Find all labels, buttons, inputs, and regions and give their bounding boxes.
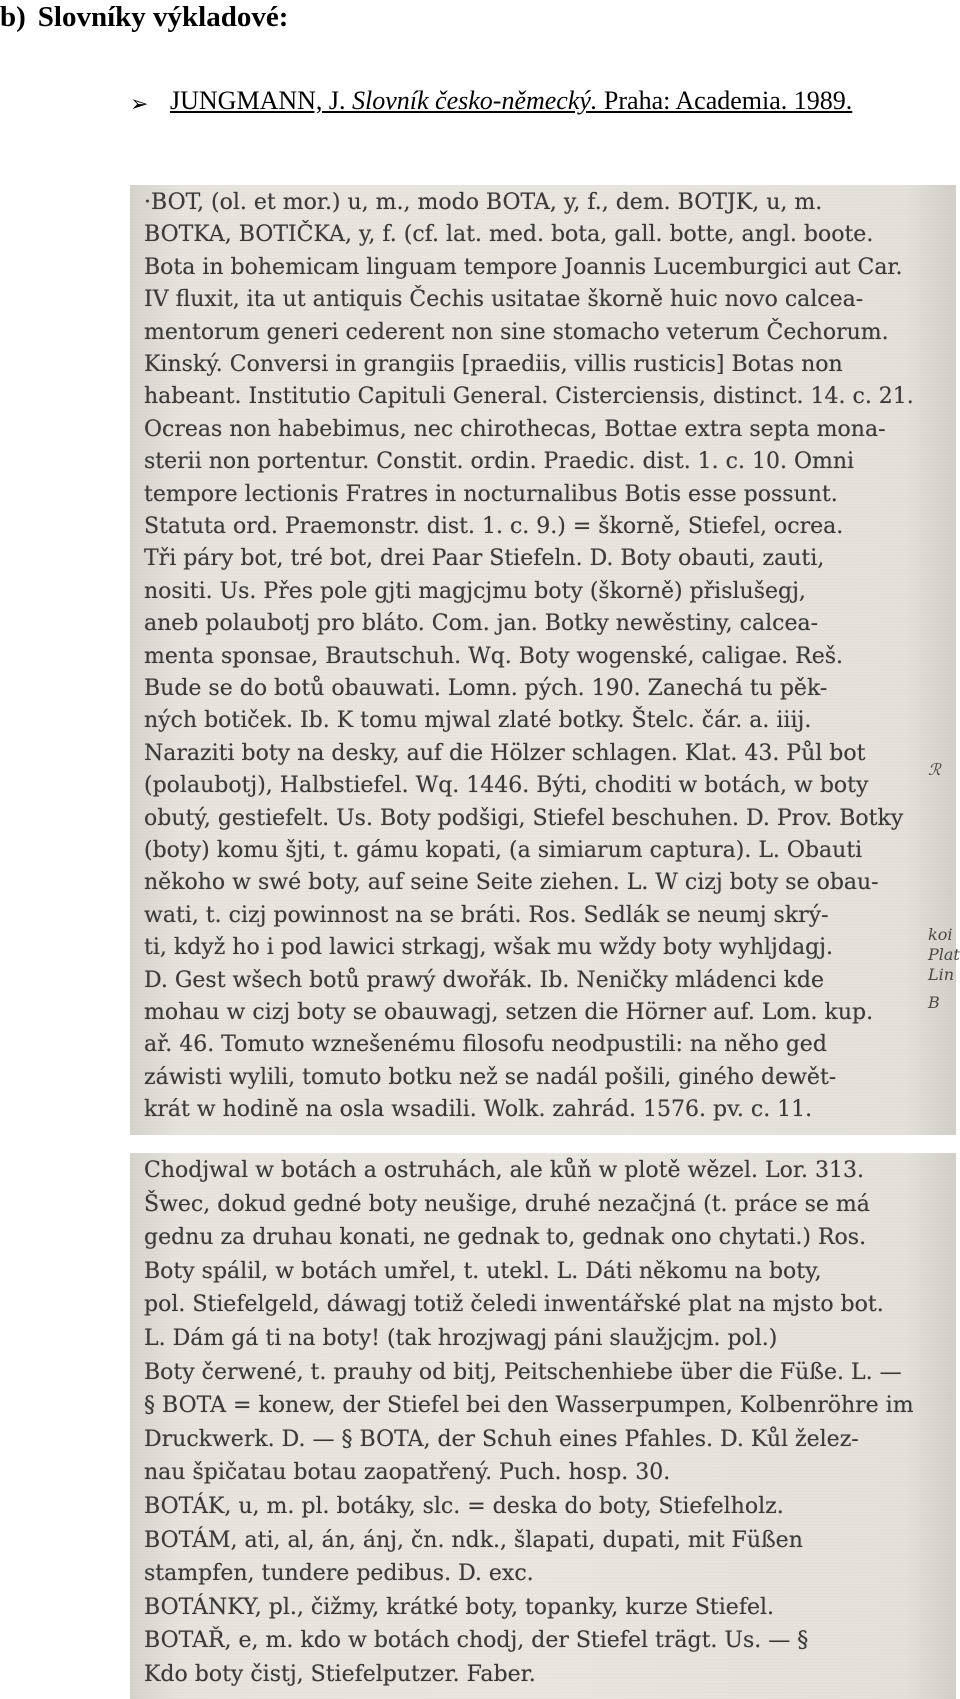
scan-text-line: tempore lectionis Fratres in nocturnalibus Botis esse possunt. — [144, 481, 838, 507]
scan-text-line: Boty čerwené, t. prauhy od bitj, Peitschenhiebe über die Füße. L. — — [144, 1359, 902, 1385]
scan-text-line: Bude se do botů obauwati. Lomn. pých. 190. Zanechá tu pěk- — [144, 676, 828, 701]
citation-work-title: Slovník česko-německý. — [352, 86, 598, 115]
scan-text-line: mohau w cizj boty se obauwagj, setzen die Hörner auf. Lom. kup. — [144, 1000, 874, 1025]
margin-fragment: Lin — [928, 965, 955, 984]
scan-text-line: ných botiček. Ib. K tomu mjwal zlaté botky. Štelc. čár. a. iiij. — [144, 708, 812, 734]
scan-text-line: (polaubotj), Halbstiefel. Wq. 1446. Býti, choditi w botách, w boty — [144, 773, 869, 799]
dictionary-scan-top — [130, 185, 960, 1135]
scan-text-line: sterii non portentur. Constit. ordin. Praedic. dist. 1. c. 10. Omni — [144, 449, 855, 475]
scan-text-line: (boty) komu šjti, t. gámu kopati, (a simiarum captura). L. Obauti — [144, 838, 863, 863]
scan-text-line: Ocreas non habebimus, nec chirothecas, Bottae extra septa mona- — [144, 416, 886, 442]
scan-text-line: Šwec, dokud gedné boty neušige, druhé nezačjná (t. práce se má — [144, 1191, 870, 1217]
scan-text-line: někoho w swé boty, auf seine Seite ziehen. L. W cizj boty se obau- — [144, 870, 879, 896]
scan-text-line: BOTKA, BOTIČKA, y, f. (cf. lat. med. bota, gall. botte, angl. boote. — [144, 222, 874, 248]
scan-text-line: Boty spálil, w botách umřel, t. utekl. L. Dáti někomu na boty, — [144, 1258, 822, 1284]
margin-fragment: B — [928, 993, 940, 1012]
scan-text-line: pol. Stiefelgeld, dáwagj totiž čeledi inwentářské plat na mjsto bot. — [144, 1292, 884, 1318]
scan-text-line: § BOTA = konew, der Stiefel bei den Wasserpumpen, Kolbenröhre im — [144, 1393, 914, 1419]
scan-text-line: aneb polaubotj pro bláto. Com. jan. Botky newěstiny, calcea- — [144, 611, 819, 637]
scan-text-line: mentorum generi cederent non sine stomacho veterum Čechorum. — [144, 319, 889, 345]
scan-text-line: BOTAŘ, e, m. kdo w botách chodj, der Stiefel trägt. Us. — § — [144, 1628, 809, 1654]
scan-text-line: nositi. Us. Přes pole gjti magjcjmu boty (škorně) přislušegj, — [144, 578, 806, 604]
scan-text-line: Kdo boty čistj, Stiefelputzer. Faber. — [144, 1662, 536, 1687]
scan-text-line: BOTÁNKY, pl., čižmy, krátké boty, topanky, kurze Stiefel. — [144, 1594, 775, 1620]
margin-fragment: koi — [928, 925, 953, 944]
scan-text-line: stampfen, tundere pedibus. D. exc. — [144, 1561, 534, 1587]
scan-text-line: menta sponsae, Brautschuh. Wq. Boty wogenské, caligae. Reš. — [144, 643, 844, 669]
section-heading — [0, 0, 288, 34]
margin-fragment: Plat — [928, 945, 960, 964]
section-title: Slovníky výkladové: — [37, 1, 289, 33]
dictionary-scan-bottom — [130, 1153, 956, 1699]
scan-text-line: Chodjwal w botách a ostruhách, ale kůň w plotě wězel. Lor. 313. — [144, 1158, 864, 1183]
scan-text-line: záwisti wylili, tomuto botku než se nadál pošili, giného dewět- — [144, 1064, 837, 1090]
section-label: b) — [0, 1, 26, 33]
scan-text-line: Tři páry bot, tré bot, drei Paar Stiefeln. D. Boty obauti, zauti, — [144, 546, 825, 572]
scan-text-line: ·BOT, (ol. et mor.) u, m., modo BOTA, y, f., dem. BOTJK, u, m. — [144, 190, 823, 215]
arrow-bullet-icon: ➢ — [130, 91, 149, 116]
scan-text-line: ař. 46. Tomuto wznešenému filosofu neodpustili: na něho ged — [144, 1032, 827, 1058]
scan-text-line: Druckwerk. D. — § BOTA, der Schuh eines Pfahles. D. Kůl želez- — [144, 1426, 859, 1452]
scan-text-line: Naraziti boty na desky, auf die Hölzer schlagen. Klat. 43. Půl bot — [144, 740, 866, 766]
scan-text-line: BOTÁK, u, m. pl. botáky, slc. = deska do boty, Stiefelholz. — [144, 1494, 784, 1519]
scan-text-line: obutý, gestiefelt. Us. Boty podšigi, Stiefel beschuhen. D. Prov. Botky — [144, 805, 904, 831]
scan-text-line: nau špičatau botau zaopatřený. Puch. hosp. 30. — [144, 1460, 671, 1486]
citation-author: JUNGMANN, J. — [170, 86, 353, 115]
scan-text-line: Bota in bohemicam linguam tempore Joannis Lucemburgici aut Car. — [144, 254, 903, 280]
scan-text-line: IV fluxit, ita ut antiquis Čechis usitatae škorně huic novo calcea- — [144, 287, 864, 313]
scan-text-line: Kinský. Conversi in grangiis [praediis, villis rusticis] Botas non — [144, 352, 843, 377]
scan-text-line: Statuta ord. Praemonstr. dist. 1. c. 9.) = škorně, Stiefel, ocrea. — [144, 514, 844, 539]
scan-text-line: D. Gest wšech botů prawý dwořák. Ib. Neničky mládenci kde — [144, 967, 824, 993]
scan-text-line: BOTÁM, ati, al, án, ánj, čn. ndk., šlapati, dupati, mit Füßen — [144, 1527, 803, 1553]
margin-fragment: ℛ — [928, 760, 941, 779]
scan-text-line: L. Dám gá ti na boty! (tak hrozjwagj páni slaužjcjm. pol.) — [144, 1326, 778, 1351]
scan-text-line: wati, t. cizj powinnost na se bráti. Ros. Sedlák se neumj skrý- — [144, 902, 829, 928]
citation-reference — [170, 84, 852, 118]
scan-text-line: gednu za druhau konati, ne gednak to, gednak ono chytati.) Ros. — [144, 1225, 867, 1251]
citation-publisher: Praha: Academia. 1989. — [597, 86, 853, 115]
scan-text-line: krát w hodině na osla wsadili. Wolk. zahrád. 1576. pv. c. 11. — [144, 1097, 813, 1123]
scan-text-line: habeant. Institutio Capituli General. Cisterciensis, distinct. 14. c. 21. — [144, 384, 914, 410]
scan-text-line: ti, když ho i pod lawici strkagj, wšak mu wždy boty wyhljdagj. — [144, 935, 833, 961]
